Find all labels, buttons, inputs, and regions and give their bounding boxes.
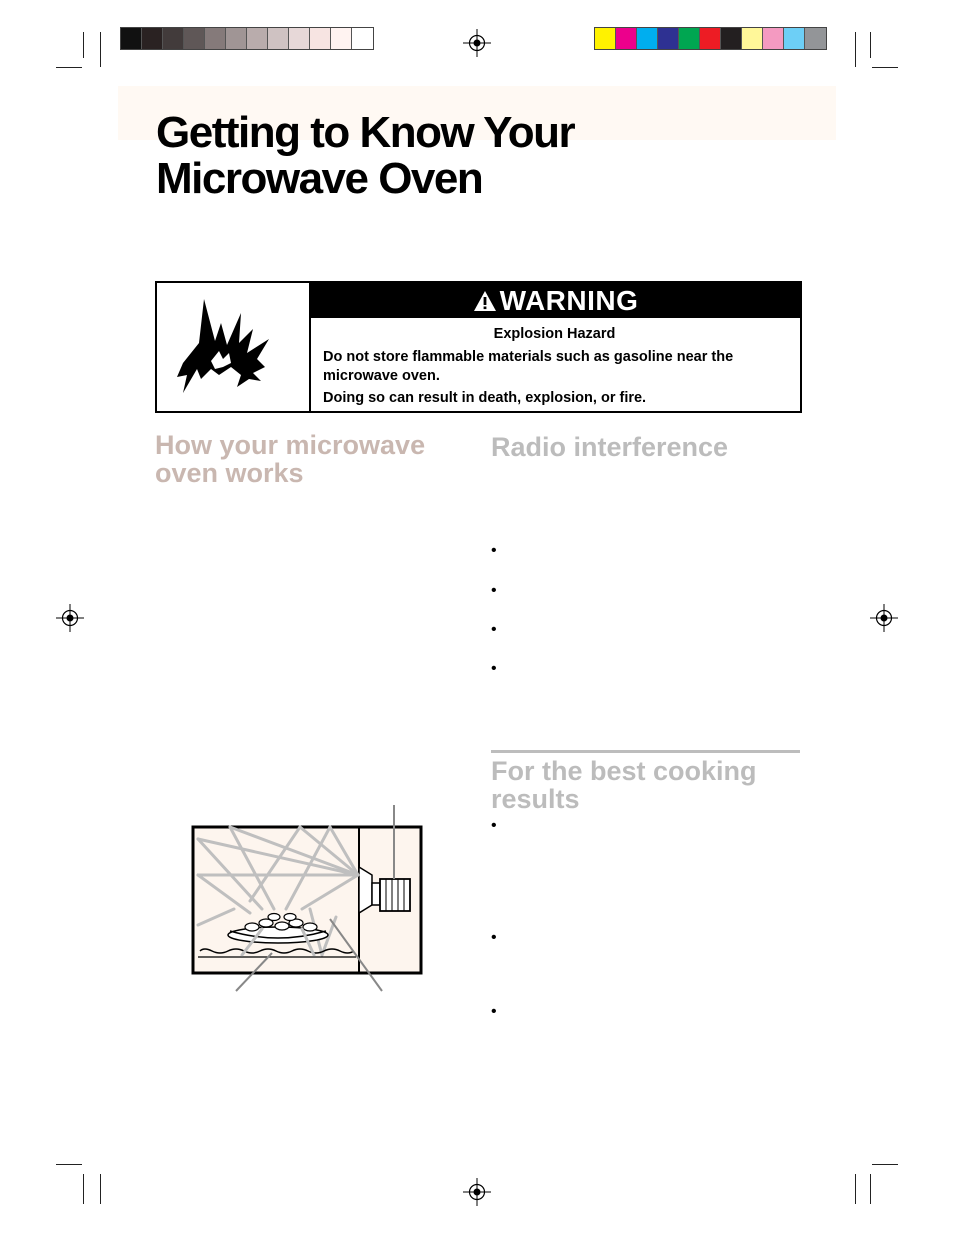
color-swatch xyxy=(142,28,163,49)
color-swatch xyxy=(163,28,184,49)
crop-mark xyxy=(870,1174,871,1204)
color-swatch xyxy=(721,28,742,49)
crop-mark xyxy=(83,1174,84,1204)
color-swatch xyxy=(679,28,700,49)
title-line-2: Microwave Oven xyxy=(156,154,483,203)
crop-mark xyxy=(83,32,84,58)
heading-radio-interference: Radio interference xyxy=(491,432,729,462)
crop-mark xyxy=(100,32,101,67)
registration-target-icon xyxy=(56,604,84,632)
warning-line-1: Do not store flammable materials such as gasoline near the microwave oven. xyxy=(323,349,734,384)
color-swatch xyxy=(289,28,310,49)
color-swatch xyxy=(331,28,352,49)
warning-icon-cell xyxy=(157,283,311,411)
gray-scale-bar xyxy=(120,27,374,50)
bullet: • xyxy=(491,929,497,946)
crop-mark xyxy=(100,1174,101,1204)
crop-mark xyxy=(870,32,871,58)
warning-label: WARNING xyxy=(499,284,639,316)
page-title xyxy=(156,110,574,202)
color-swatch xyxy=(247,28,268,49)
color-swatch xyxy=(121,28,142,49)
registration-target-icon xyxy=(463,29,491,57)
color-swatch xyxy=(805,28,826,49)
heading-best-cooking-results xyxy=(491,757,757,813)
bullet: • xyxy=(491,1003,497,1020)
warning-box xyxy=(155,281,802,413)
warning-line-2: Doing so can result in death, explosion, or fire. xyxy=(323,390,647,406)
bullet: • xyxy=(491,582,497,599)
microwave-diagram xyxy=(190,805,426,995)
registration-target-icon xyxy=(463,1178,491,1206)
color-swatch xyxy=(784,28,805,49)
color-swatch xyxy=(205,28,226,49)
warning-header xyxy=(311,283,800,318)
color-swatch xyxy=(742,28,763,49)
color-swatch xyxy=(310,28,331,49)
color-swatch xyxy=(763,28,784,49)
color-swatch xyxy=(637,28,658,49)
color-swatch xyxy=(226,28,247,49)
crop-mark xyxy=(855,1174,856,1204)
crop-mark xyxy=(872,67,898,68)
crop-mark xyxy=(56,67,82,68)
color-bar xyxy=(594,27,827,50)
heading-how-line-2: oven works xyxy=(155,458,304,488)
hazard-title: Explosion Hazard xyxy=(493,326,616,342)
heading-best-line-2: results xyxy=(491,784,580,814)
warning-triangle-icon xyxy=(473,290,497,312)
heading-best-line-1: For the best cooking xyxy=(491,756,757,786)
title-line-1: Getting to Know Your xyxy=(156,108,575,157)
heading-how-oven-works xyxy=(155,431,425,487)
crop-mark xyxy=(855,32,856,67)
bullet: • xyxy=(491,660,497,677)
section-divider xyxy=(491,750,800,753)
bullet: • xyxy=(491,817,497,834)
bullet: • xyxy=(491,542,497,559)
crop-mark xyxy=(56,1164,82,1165)
color-swatch xyxy=(700,28,721,49)
registration-target-icon xyxy=(870,604,898,632)
crop-mark xyxy=(872,1164,898,1165)
explosion-icon xyxy=(157,283,309,411)
color-swatch xyxy=(616,28,637,49)
color-swatch xyxy=(184,28,205,49)
color-swatch xyxy=(268,28,289,49)
bullet: • xyxy=(491,621,497,638)
warning-body xyxy=(323,325,786,408)
color-swatch xyxy=(658,28,679,49)
heading-how-line-1: How your microwave xyxy=(155,430,426,460)
color-swatch xyxy=(352,28,373,49)
color-swatch xyxy=(595,28,616,49)
